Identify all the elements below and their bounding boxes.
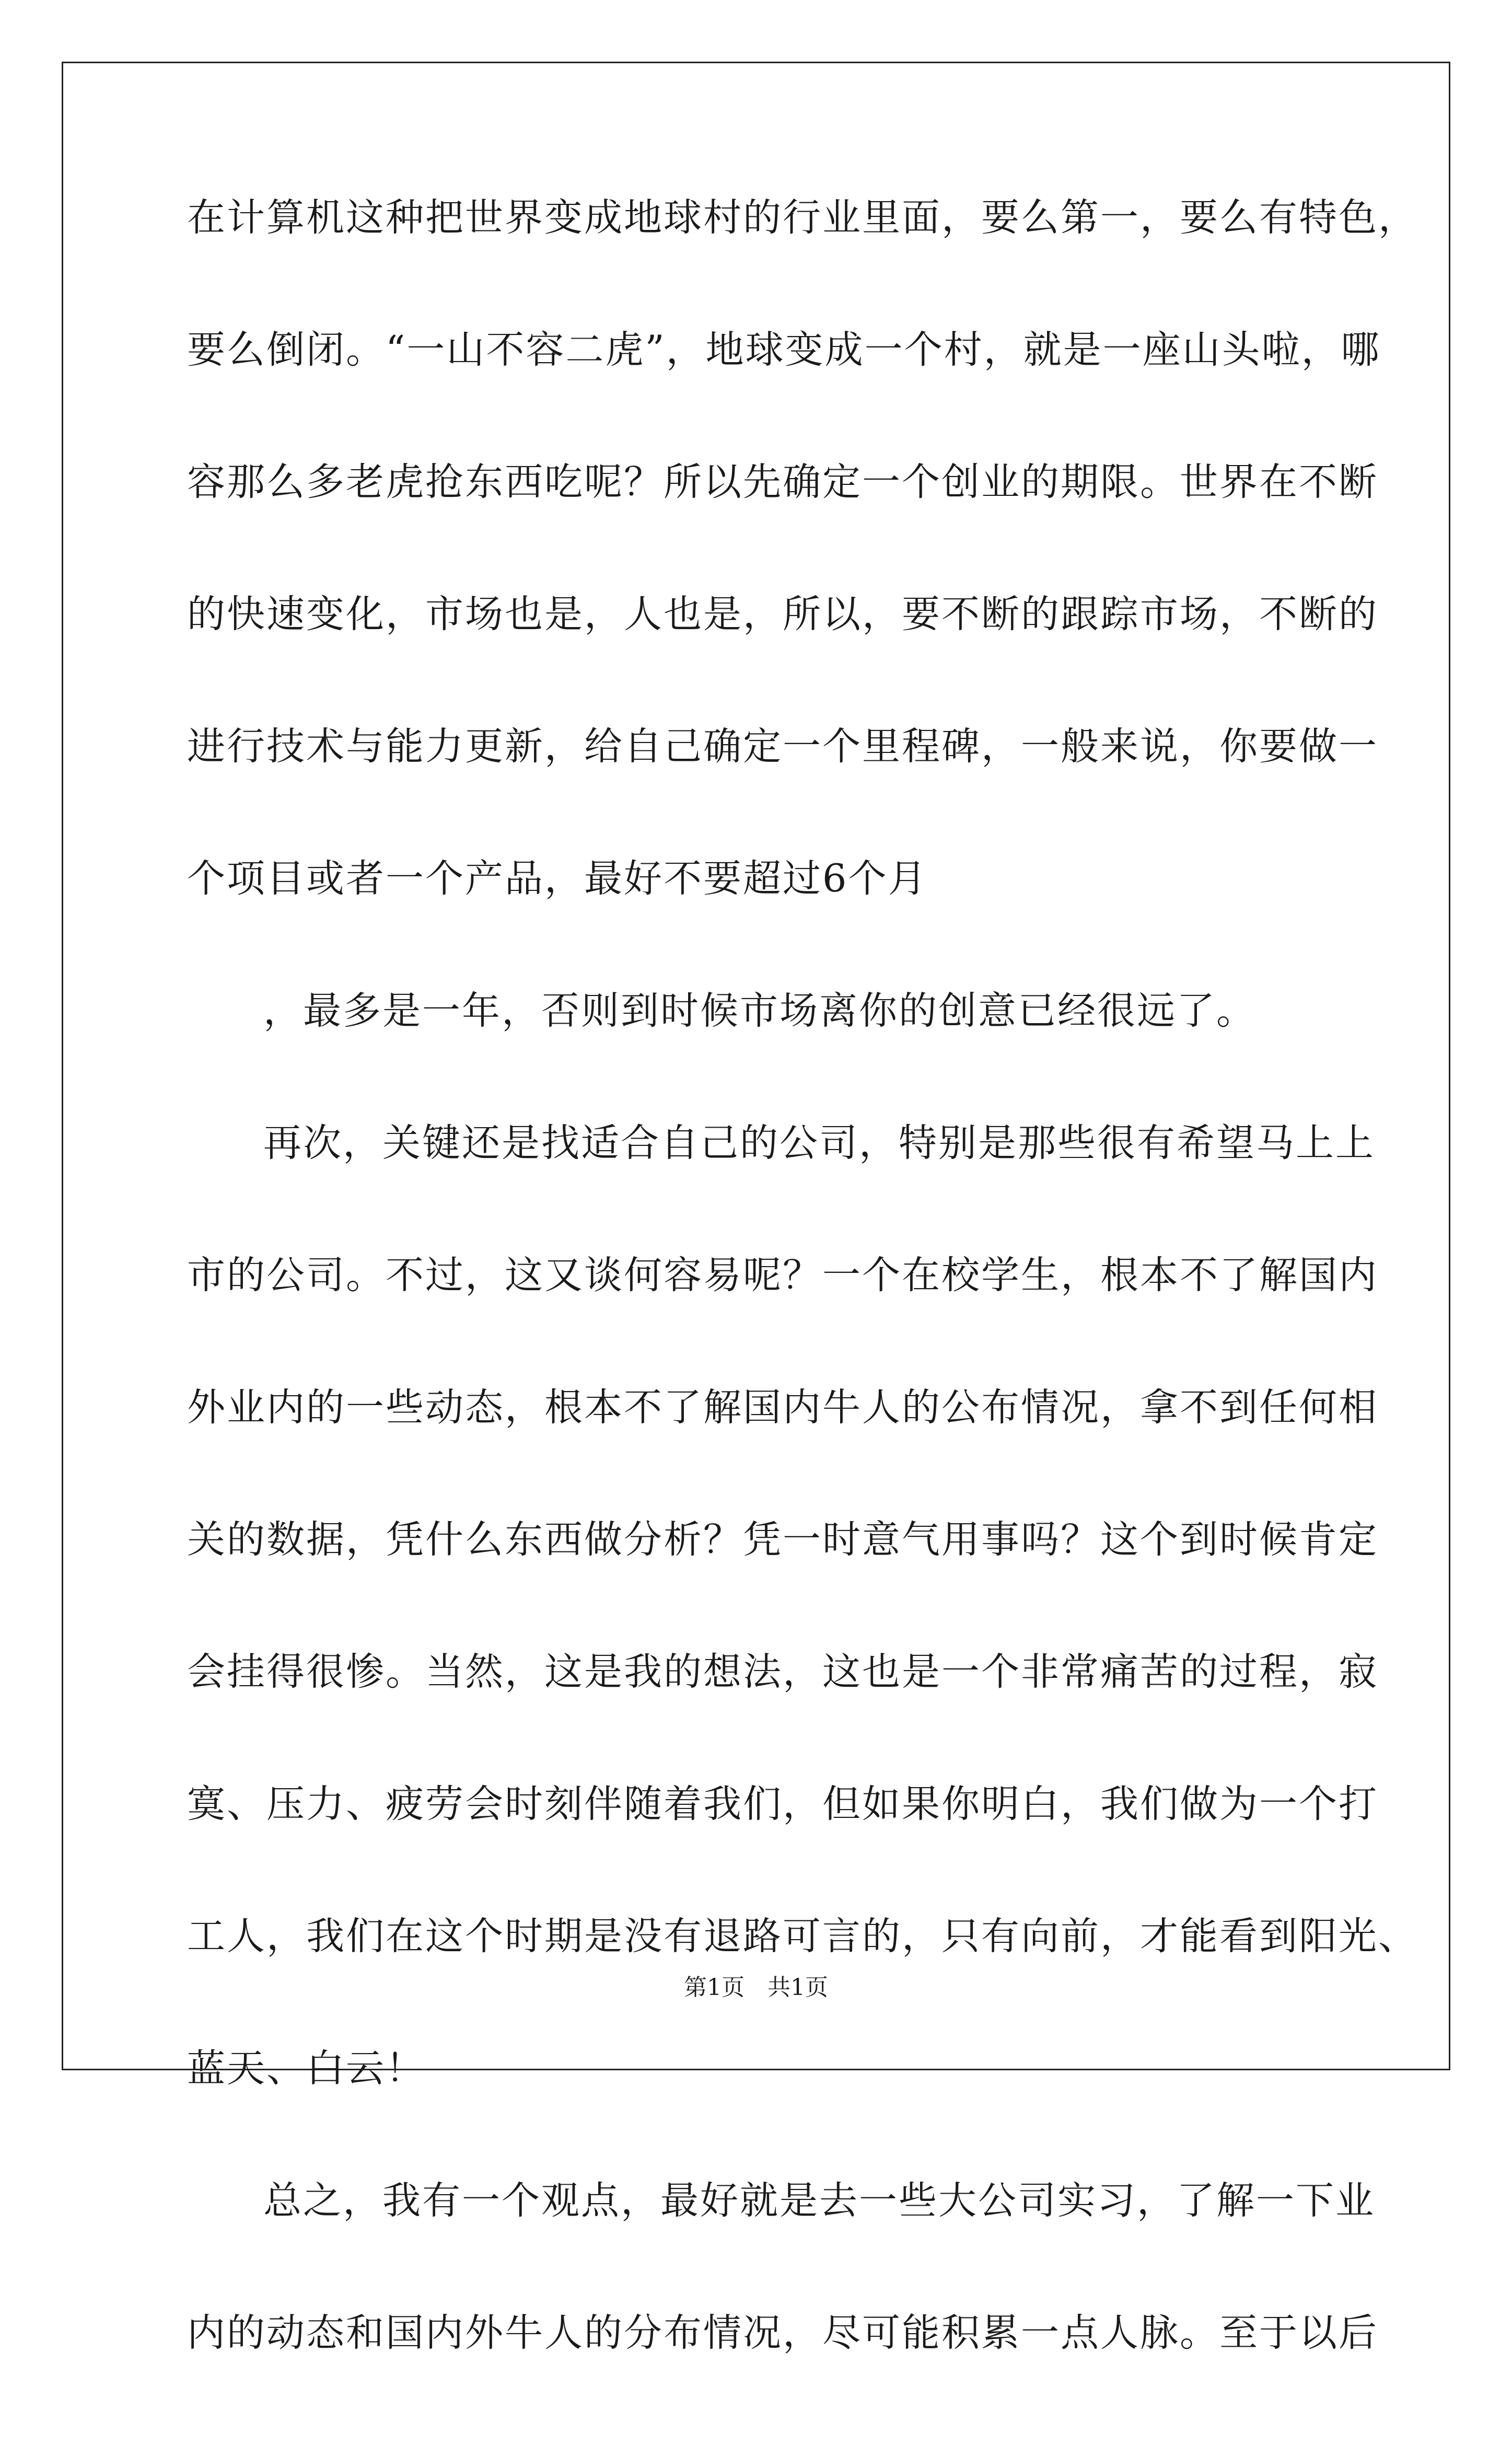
text-line: 进行技术与能力更新，给自己确定一个里程碑，一般来说，你要做一: [187, 724, 1378, 769]
text-line: 工人，我们在这个时期是没有退路可言的，只有向前，才能看到阳光、: [187, 1914, 1418, 1958]
text-line: 容那么多老虎抢东西吃呢？所以先确定一个创业的期限。世界在不断: [187, 460, 1378, 504]
text-line: 寞、压力、疲劳会时刻伴随着我们，但如果你明白，我们做为一个打: [187, 1782, 1378, 1826]
text-line: 外业内的一些动态，根本不了解国内牛人的公布情况，拿不到任何相: [187, 1385, 1378, 1430]
text-line: 个项目或者一个产品，最好不要超过6个月: [187, 856, 928, 901]
text-line: 再次，关键还是找适合自己的公司，特别是那些很有希望马上上: [263, 1121, 1375, 1165]
text-line: 内的动态和国内外牛人的分布情况，尽可能积累一点人脉。至于以后: [187, 2311, 1378, 2355]
page-total: 共1页: [767, 1974, 828, 2001]
text-line: 要么倒闭。“一山不容二虎”，地球变成一个村，就是一座山头啦，哪: [187, 328, 1381, 372]
text-line: 市的公司。不过，这又谈何容易呢？一个在校学生，根本不了解国内: [187, 1253, 1378, 1297]
text-line: 在计算机这种把世界变成地球村的行业里面，要么第一，要么有特色，: [187, 195, 1418, 240]
document-body: [187, 195, 1418, 2446]
text-line: 蓝天、白云！: [187, 2046, 425, 2091]
text-line: 的快速变化，市场也是，人也是，所以，要不断的跟踪市场，不断的: [187, 592, 1378, 636]
text-line: 会挂得很惨。当然，这是我的想法，这也是一个非常痛苦的过程，寂: [187, 1650, 1378, 1694]
page-footer: [0, 1975, 1512, 2000]
text-line: 关的数据，凭什么东西做分析？凭一时意气用事吗？这个到时候肯定: [187, 1517, 1378, 1562]
text-line: 总之，我有一个观点，最好就是去一些大公司实习，了解一下业: [263, 2178, 1375, 2223]
text-line: ，最多是一年，否则到时候市场离你的创意已经很远了。: [263, 989, 1256, 1033]
page-number: 第1页: [684, 1974, 745, 2001]
